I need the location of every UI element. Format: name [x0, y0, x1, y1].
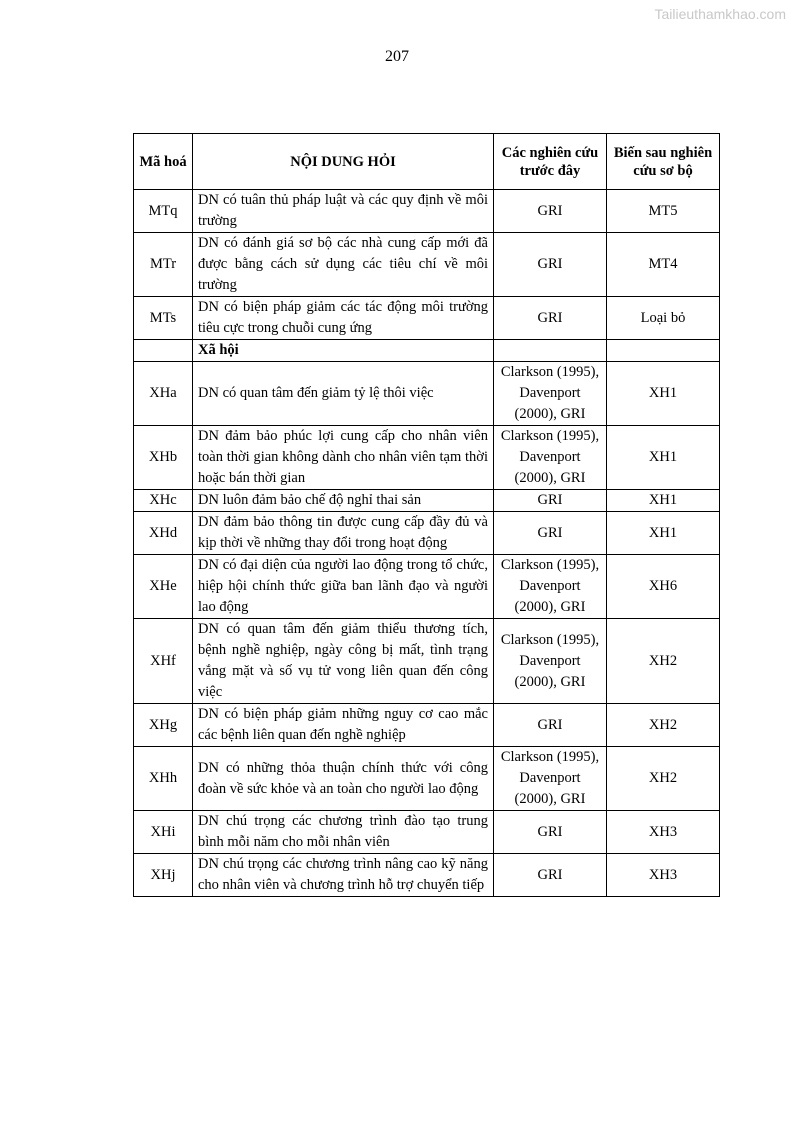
row-code: XHc [134, 490, 193, 512]
row-content: DN có quan tâm đến giảm thiểu thương tích, bệnh nghề nghiệp, ngày công bị mất, tình trạng vắng mặt và số vụ tử vong liên quan đến công việc [193, 619, 494, 704]
section-title: Xã hội [193, 340, 494, 362]
table-row [134, 811, 720, 854]
row-code: MTq [134, 190, 193, 233]
row-code: XHh [134, 747, 193, 811]
row-content: DN có biện pháp giảm những nguy cơ cao mắc các bệnh liên quan đến nghề nghiệp [193, 704, 494, 747]
row-source: GRI [494, 854, 607, 897]
row-source: GRI [494, 233, 607, 297]
table-row [134, 190, 720, 233]
row-result: XH1 [607, 426, 720, 490]
row-code: XHa [134, 362, 193, 426]
row-code: XHj [134, 854, 193, 897]
table-row [134, 854, 720, 897]
section-code-empty [134, 340, 193, 362]
row-source: GRI [494, 704, 607, 747]
table-body [134, 190, 720, 897]
table-row [134, 490, 720, 512]
row-source: Clarkson (1995), Davenport (2000), GRI [494, 362, 607, 426]
row-source: Clarkson (1995), Davenport (2000), GRI [494, 747, 607, 811]
table-row [134, 233, 720, 297]
row-content: DN có những thỏa thuận chính thức với công đoàn về sức khỏe và an toàn cho người lao động [193, 747, 494, 811]
section-source-empty [494, 340, 607, 362]
table-row [134, 362, 720, 426]
row-content: DN có quan tâm đến giảm tỷ lệ thôi việc [193, 362, 494, 426]
row-source: GRI [494, 512, 607, 555]
page-number: 207 [385, 48, 409, 65]
row-code: XHg [134, 704, 193, 747]
table-row [134, 426, 720, 490]
row-code: MTs [134, 297, 193, 340]
row-result: MT5 [607, 190, 720, 233]
row-result: XH6 [607, 555, 720, 619]
row-source: GRI [494, 190, 607, 233]
row-content: DN luôn đảm bảo chế độ nghỉ thai sản [193, 490, 494, 512]
row-source: Clarkson (1995), Davenport (2000), GRI [494, 426, 607, 490]
row-code: XHi [134, 811, 193, 854]
row-code: MTr [134, 233, 193, 297]
header-code: Mã hoá [134, 134, 193, 190]
row-code: XHb [134, 426, 193, 490]
row-content: DN có tuân thủ pháp luật và các quy định về môi trường [193, 190, 494, 233]
row-source: GRI [494, 490, 607, 512]
watermark: Tailieuthamkhao.com [654, 6, 786, 22]
table-row [134, 704, 720, 747]
row-result: XH2 [607, 747, 720, 811]
row-content: DN đảm bảo thông tin được cung cấp đầy đủ và kịp thời về những thay đổi trong hoạt động [193, 512, 494, 555]
table-header-row [134, 134, 720, 190]
row-result: XH3 [607, 811, 720, 854]
row-content: DN đảm bảo phúc lợi cung cấp cho nhân viên toàn thời gian không dành cho nhân viên tạm thời hoặc bán thời gian [193, 426, 494, 490]
row-source: GRI [494, 297, 607, 340]
header-source: Các nghiên cứu trước đây [494, 134, 607, 190]
row-content: DN có đánh giá sơ bộ các nhà cung cấp mới đã được bằng cách sử dụng các tiêu chí về môi trường [193, 233, 494, 297]
row-content: DN chú trọng các chương trình đào tạo trung bình mỗi năm cho mỗi nhân viên [193, 811, 494, 854]
row-result: XH3 [607, 854, 720, 897]
row-result: XH1 [607, 512, 720, 555]
survey-table [133, 133, 720, 897]
table-row [134, 512, 720, 555]
row-result: XH2 [607, 619, 720, 704]
table-row [134, 555, 720, 619]
row-code: XHe [134, 555, 193, 619]
table-row [134, 619, 720, 704]
row-content: DN có đại diện của người lao động trong tổ chức, hiệp hội chính thức giữa ban lãnh đạo và người lao động [193, 555, 494, 619]
row-source: Clarkson (1995), Davenport (2000), GRI [494, 619, 607, 704]
row-result: XH1 [607, 490, 720, 512]
row-content: DN có biện pháp giảm các tác động môi trường tiêu cực trong chuỗi cung ứng [193, 297, 494, 340]
row-content: DN chú trọng các chương trình nâng cao kỹ năng cho nhân viên và chương trình hỗ trợ chuyển tiếp [193, 854, 494, 897]
row-code: XHd [134, 512, 193, 555]
row-source: GRI [494, 811, 607, 854]
table-row [134, 297, 720, 340]
row-result: XH1 [607, 362, 720, 426]
row-result: Loại bỏ [607, 297, 720, 340]
section-row [134, 340, 720, 362]
header-content: NỘI DUNG HỎI [193, 134, 494, 190]
section-result-empty [607, 340, 720, 362]
row-source: Clarkson (1995), Davenport (2000), GRI [494, 555, 607, 619]
row-code: XHf [134, 619, 193, 704]
table-row [134, 747, 720, 811]
row-result: MT4 [607, 233, 720, 297]
header-result: Biến sau nghiên cứu sơ bộ [607, 134, 720, 190]
row-result: XH2 [607, 704, 720, 747]
